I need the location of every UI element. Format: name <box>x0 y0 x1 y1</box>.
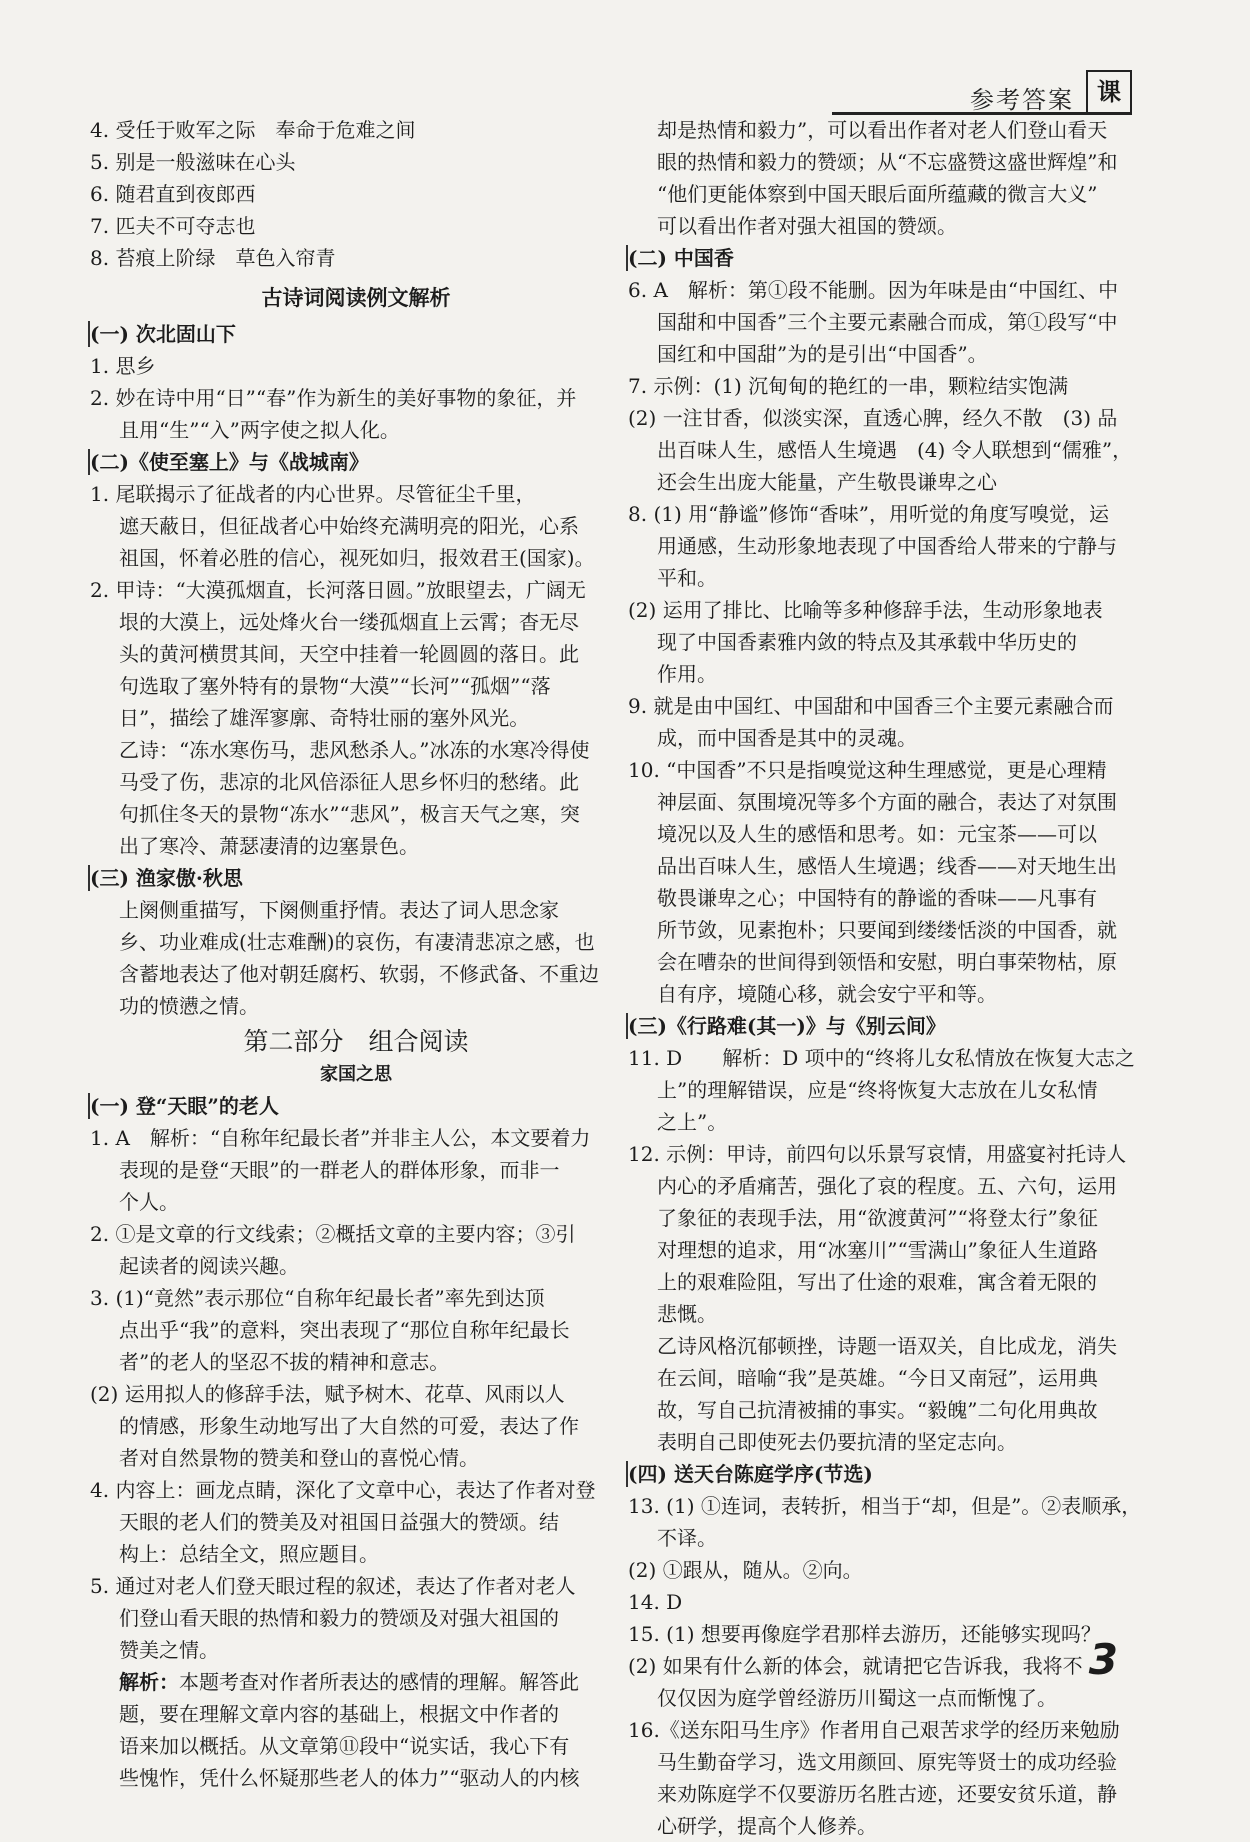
section-heading: (三)《行路难(其一)》与《别云间》 <box>628 1010 1130 1042</box>
answer-list <box>90 114 622 274</box>
text-line: 6. A 解析：第①段不能删。因为年味是由“中国红、中 <box>628 278 1119 302</box>
text-line: 还会生出庞大能量，产生敬畏谦卑之心 <box>657 470 997 494</box>
text-line: (2) 一注甘香，似淡实深，直透心脾，经久不散 (3) 品 <box>628 406 1118 430</box>
text-line: 语来加以概括。从文章第⑪段中“说实话，我心下有 <box>119 1734 570 1758</box>
text-line: 功的愤懑之情。 <box>119 994 259 1018</box>
text-line: 国红和中国甜”为的是引出“中国香”。 <box>657 342 988 366</box>
text-line: (2) 如果有什么新的体会，就请把它告诉我，我将不 <box>628 1654 1083 1678</box>
page-header <box>802 78 1132 112</box>
text-line: 5. 通过对老人们登天眼过程的叙述，表达了作者对老人 <box>90 1574 576 1598</box>
text-line: 遮天蔽日，但征战者心中始终充满明亮的阳光，心系 <box>119 514 579 538</box>
text-line: 3. (1)“竟然”表示那位“自称年纪最长者”率先到达顶 <box>90 1286 545 1310</box>
text-line: 1. A 解析：“自称年纪最长者”并非主人公，本文要着力 <box>90 1126 591 1150</box>
text-line: 上阕侧重描写，下阕侧重抒情。表达了词人思念家 <box>119 898 559 922</box>
section-body <box>628 1490 1142 1842</box>
section-body <box>90 894 622 1022</box>
section-body <box>90 478 622 862</box>
text-line: 个人。 <box>119 1190 179 1214</box>
right-column <box>628 114 1142 1842</box>
text-line: 神层面、氛围境况等多个方面的融合，表达了对氛围 <box>657 790 1117 814</box>
header-title: 参考答案 <box>970 86 1074 114</box>
text-line: 4. 内容上：画龙点睛，深化了文章中心，表达了作者对登 <box>90 1478 596 1502</box>
text-line: 9. 就是由中国红、中国甜和中国香三个主要元素融合而 <box>628 694 1114 718</box>
logo-icon: 课 <box>1086 70 1132 114</box>
text-line: 马生勤奋学习，选文用颜回、原宪等贤士的成功经验 <box>657 1750 1117 1774</box>
text-line: 且用“生”“入”两字使之拟人化。 <box>119 418 400 442</box>
text-line: “他们更能体察到中国天眼后面所蕴藏的微言大义” <box>657 182 1098 206</box>
text-line: 可以看出作者对强大祖国的赞颂。 <box>657 214 957 238</box>
analysis-body <box>90 1698 622 1794</box>
text-line: 所节敛，见素抱朴；只要闻到缕缕恬淡的中国香，就 <box>657 918 1117 942</box>
section-heading: (四) 送天台陈庭学序(节选) <box>628 1458 1130 1490</box>
text-line: 境况以及人生的感悟和思考。如：元宝茶——可以 <box>657 822 1097 846</box>
text-line: 垠的大漠上，远处烽火台一缕孤烟直上云霄；杳无尽 <box>119 610 579 634</box>
text-line: 马受了伤，悲凉的北风倍添征人思乡怀归的愁绪。此 <box>119 770 579 794</box>
text-line: 2. 甲诗：“大漠孤烟直，长河落日圆。”放眼望去，广阔无 <box>90 578 586 602</box>
text-line: 平和。 <box>657 566 717 590</box>
text-line: 了象征的表现手法，用“欲渡黄河”“将登太行”象征 <box>657 1206 1098 1230</box>
text-line: 赞美之情。 <box>119 1638 219 1662</box>
text-line: 句抓住冬天的景物“冻水”“悲风”，极言天气之寒，突 <box>119 802 580 826</box>
text-line: 点出乎“我”的意料，突出表现了“那位自称年纪最长 <box>119 1318 570 1342</box>
text-line: 内心的矛盾痛苦，强化了哀的程度。五、六句，运用 <box>657 1174 1117 1198</box>
text-line: 用通感，生动形象地表现了中国香给人带来的宁静与 <box>657 534 1117 558</box>
text-line: 自有序，境随心移，就会安宁平和等。 <box>657 982 997 1006</box>
part-subtitle: 家国之思 <box>320 1064 392 1085</box>
section-heading: (一) 次北固山下 <box>90 318 622 350</box>
text-line: 2. ①是文章的行文线索；②概括文章的主要内容；③引 <box>90 1222 576 1246</box>
text-line: 起读者的阅读兴趣。 <box>119 1254 299 1278</box>
text-line: 6. 随君直到夜郎西 <box>90 182 256 206</box>
text-line: 天眼的老人们的赞美及对祖国日益强大的赞颂。结 <box>119 1510 559 1534</box>
text-line: 会在嘈杂的世间得到领悟和安慰，明白事荣物枯，原 <box>657 950 1117 974</box>
text-line: 的情感，形象生动地写出了大自然的可爱，表达了作 <box>119 1414 579 1438</box>
text-line: 1. 思乡 <box>90 354 156 378</box>
text-line: 题，要在理解文章内容的基础上，根据文中作者的 <box>119 1702 559 1726</box>
text-line: 4. 受任于败军之际 奉命于危难之间 <box>90 118 416 142</box>
text-line: 上的艰难险阻，写出了仕途的艰难，寓含着无限的 <box>657 1270 1097 1294</box>
text-line: 上”的理解错误，应是“终将恢复大志放在儿女私情 <box>657 1078 1098 1102</box>
text-line: 眼的热情和毅力的赞颂；从“不忘盛赞这盛世辉煌”和 <box>657 150 1118 174</box>
text-line: 13. (1) ①连词，表转折，相当于“却，但是”。②表顺承， <box>628 1494 1142 1518</box>
text-line: 含蓄地表达了他对朝廷腐朽、软弱，不修武备、不重边 <box>119 962 599 986</box>
text-line: 仅仅因为庭学曾经游历川蜀这一点而惭愧了。 <box>657 1686 1057 1710</box>
text-line: 1. 尾联揭示了征战者的内心世界。尽管征尘千里， <box>90 482 536 506</box>
text-line: 构上：总结全文，照应题目。 <box>119 1542 379 1566</box>
text-line: 悲慨。 <box>657 1302 717 1326</box>
text-line: 来劝陈庭学不仅要游历名胜古迹，还要安贫乐道，静 <box>657 1782 1117 1806</box>
text-line: 11. D 解析：D 项中的“终将儿女私情放在恢复大志之 <box>628 1046 1135 1070</box>
text-line: 16.《送东阳马生序》作者用自己艰苦求学的经历来勉励 <box>628 1718 1120 1742</box>
text-line: 不译。 <box>657 1526 717 1550</box>
text-line: 8. (1) 用“静谧”修饰“香味”，用听觉的角度写嗅觉，运 <box>628 502 1110 526</box>
text-line: 14. D <box>628 1590 683 1614</box>
section-heading: (二)《使至塞上》与《战城南》 <box>90 446 622 478</box>
text-line: 表现的是登“天眼”的一群老人的群体形象，而非一 <box>119 1158 560 1182</box>
analysis-text: 本题考查对作者所表达的感情的理解。解答此 <box>179 1670 579 1694</box>
text-line: 们登山看天眼的热情和毅力的赞颂及对强大祖国的 <box>119 1606 559 1630</box>
text-line: 出百味人生，感悟人生境遇 (4) 令人联想到“儒雅”， <box>657 438 1133 462</box>
left-column <box>90 114 622 1794</box>
section-body <box>90 350 622 446</box>
text-line: 乡、功业难成(壮志难酬)的哀伤，有凄清悲凉之感，也 <box>119 930 595 954</box>
text-line: 之上”。 <box>657 1110 728 1134</box>
text-line: 现了中国香素雅内敛的特点及其承载中华历史的 <box>657 630 1077 654</box>
page-number: 3 <box>1088 1635 1118 1684</box>
text-line: 心研学，提高个人修养。 <box>657 1814 877 1838</box>
text-line: 12. 示例：甲诗，前四句以乐景写哀情，用盛宴衬托诗人 <box>628 1142 1127 1166</box>
text-line: 头的黄河横贯其间，天空中挂着一轮圆圆的落日。此 <box>119 642 579 666</box>
text-line: 8. 苔痕上阶绿 草色入帘青 <box>90 246 336 270</box>
text-line: 2. 妙在诗中用“日”“春”作为新生的美好事物的象征，并 <box>90 386 577 410</box>
text-line: 者”的老人的坚忍不拔的精神和意志。 <box>119 1350 450 1374</box>
text-line: 5. 别是一般滋味在心头 <box>90 150 296 174</box>
text-line: 却是热情和毅力”，可以看出作者对老人们登山看天 <box>657 118 1108 142</box>
section-heading: (三) 渔家傲·秋思 <box>90 862 622 894</box>
text-line: (2) 运用了排比、比喻等多种修辞手法，生动形象地表 <box>628 598 1103 622</box>
text-line: 出了寒冷、萧瑟凄清的边塞景色。 <box>119 834 419 858</box>
section-body <box>628 1042 1135 1458</box>
text-line: 品出百味人生，感悟人生境遇；线香——对天地生出 <box>657 854 1117 878</box>
section-title: 古诗词阅读例文解析 <box>261 286 451 310</box>
text-line: 故，写自己抗清被捕的事实。“毅魄”二句化用典故 <box>657 1398 1098 1422</box>
text-line: (2) ①跟从，随从。②向。 <box>628 1558 863 1582</box>
text-line: 乙诗：“冻水寒伤马，悲风愁杀人。”冰冻的水寒冷得使 <box>119 738 590 762</box>
section-body <box>628 114 1130 242</box>
section-heading: (二) 中国香 <box>628 242 1130 274</box>
text-line: 7. 匹夫不可夺志也 <box>90 214 256 238</box>
text-line: 作用。 <box>657 662 717 686</box>
text-line: 乙诗风格沉郁顿挫，诗题一语双关，自比成龙，消失 <box>657 1334 1117 1358</box>
text-line: 成，而中国香是其中的灵魂。 <box>657 726 917 750</box>
text-line: (2) 运用拟人的修辞手法，赋予树木、花草、风雨以人 <box>90 1382 565 1406</box>
text-line: 者对自然景物的赞美和登山的喜悦心情。 <box>119 1446 479 1470</box>
analysis-label: 解析： <box>119 1670 179 1694</box>
text-line: 些愧怍，凭什么怀疑那些老人的体力”“驱动人的内核 <box>119 1766 580 1790</box>
section-body <box>628 274 1133 1010</box>
text-line: 在云间，暗喻“我”是英雄。“今日又南冠”，运用典 <box>657 1366 1098 1390</box>
analysis-line <box>90 1666 622 1698</box>
section-heading: (一) 登“天眼”的老人 <box>90 1090 622 1122</box>
text-line: 日”，描绘了雄浑寥廓、奇特壮丽的塞外风光。 <box>119 706 530 730</box>
text-line: 10. “中国香”不只是指嗅觉这种生理感觉，更是心理精 <box>628 758 1107 782</box>
section-body <box>90 1122 622 1666</box>
text-line: 15. (1) 想要再像庭学君那样去游历，还能够实现吗？ <box>628 1622 1101 1646</box>
text-line: 对理想的追求，用“冰塞川”“雪满山”象征人生道路 <box>657 1238 1098 1262</box>
part-title: 第二部分 组合阅读 <box>243 1027 469 1056</box>
text-line: 表明自己即使死去仍要抗清的坚定志向。 <box>657 1430 1017 1454</box>
text-line: 祖国，怀着必胜的信心，视死如归，报效君王(国家)。 <box>119 546 595 570</box>
text-line: 句选取了塞外特有的景物“大漠”“长河”“孤烟”“落 <box>119 674 551 698</box>
text-line: 7. 示例：(1) 沉甸甸的艳红的一串，颗粒结实饱满 <box>628 374 1069 398</box>
text-line: 敬畏谦卑之心；中国特有的静谧的香味——凡事有 <box>657 886 1097 910</box>
text-line: 国甜和中国香”三个主要元素融合而成，第①段写“中 <box>657 310 1118 334</box>
